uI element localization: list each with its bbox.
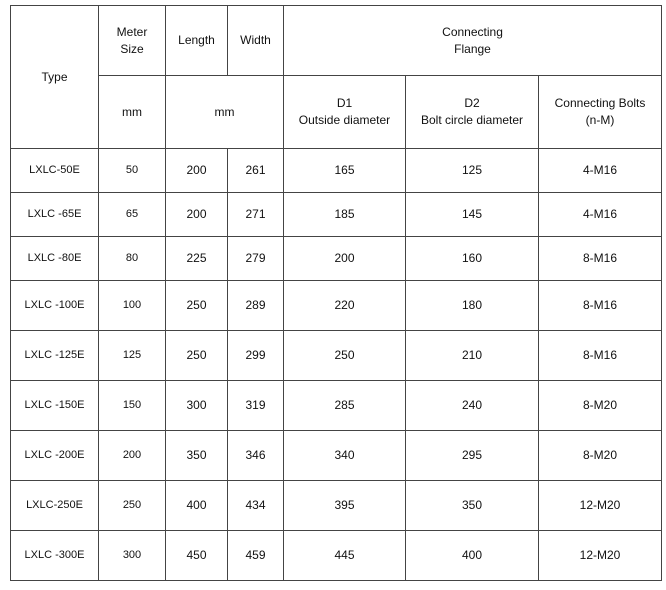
bolts-cell: 12-M20 [539, 531, 662, 581]
d1-cell: 165 [284, 149, 406, 193]
length-cell: 400 [166, 481, 228, 531]
length-cell: 250 [166, 331, 228, 381]
bolts-cell: 8-M16 [539, 237, 662, 281]
d1-cell: 395 [284, 481, 406, 531]
type-cell: LXLC-50E [11, 149, 99, 193]
type-cell: LXLC -150E [11, 381, 99, 431]
meter-size-unit: mm [99, 76, 166, 149]
length-cell: 200 [166, 149, 228, 193]
d1-cell: 220 [284, 281, 406, 331]
table-row [11, 381, 662, 431]
type-cell: LXLC -65E [11, 193, 99, 237]
header-row-1 [11, 6, 662, 76]
d1-header: D1 Outside diameter [284, 76, 406, 149]
type-cell: LXLC -200E [11, 431, 99, 481]
d1-cell: 200 [284, 237, 406, 281]
bolts-cell: 12-M20 [539, 481, 662, 531]
type-cell: LXLC -80E [11, 237, 99, 281]
table-row [11, 431, 662, 481]
length-width-unit: mm [166, 76, 284, 149]
table-row [11, 193, 662, 237]
d2-cell: 145 [406, 193, 539, 237]
table-row [11, 331, 662, 381]
bolts-cell: 4-M16 [539, 193, 662, 237]
table-row [11, 149, 662, 193]
width-cell: 261 [228, 149, 284, 193]
length-header: Length [166, 6, 228, 76]
meter-size-header: Meter Size [99, 6, 166, 76]
d2-cell: 210 [406, 331, 539, 381]
size-cell: 150 [99, 381, 166, 431]
size-cell: 80 [99, 237, 166, 281]
size-cell: 125 [99, 331, 166, 381]
d1-cell: 285 [284, 381, 406, 431]
width-cell: 279 [228, 237, 284, 281]
length-cell: 300 [166, 381, 228, 431]
d2-cell: 400 [406, 531, 539, 581]
size-cell: 65 [99, 193, 166, 237]
width-header: Width [228, 6, 284, 76]
width-cell: 299 [228, 331, 284, 381]
d1-cell: 445 [284, 531, 406, 581]
d2-cell: 125 [406, 149, 539, 193]
connecting-flange-header: Connecting Flange [284, 6, 662, 76]
bolts-cell: 8-M16 [539, 331, 662, 381]
table-row [11, 481, 662, 531]
bolts-cell: 8-M20 [539, 381, 662, 431]
size-cell: 100 [99, 281, 166, 331]
header-row-2 [11, 76, 662, 149]
d2-header: D2 Bolt circle diameter [406, 76, 539, 149]
length-cell: 450 [166, 531, 228, 581]
d1-cell: 250 [284, 331, 406, 381]
length-cell: 225 [166, 237, 228, 281]
type-cell: LXLC -100E [11, 281, 99, 331]
width-cell: 346 [228, 431, 284, 481]
bolts-cell: 8-M16 [539, 281, 662, 331]
connecting-bolts-header: Connecting Bolts (n-M) [539, 76, 662, 149]
specification-table [10, 5, 662, 581]
length-cell: 250 [166, 281, 228, 331]
size-cell: 250 [99, 481, 166, 531]
length-cell: 350 [166, 431, 228, 481]
size-cell: 300 [99, 531, 166, 581]
type-header: Type [11, 6, 99, 149]
width-cell: 271 [228, 193, 284, 237]
bolts-cell: 4-M16 [539, 149, 662, 193]
d1-cell: 185 [284, 193, 406, 237]
d1-cell: 340 [284, 431, 406, 481]
width-cell: 434 [228, 481, 284, 531]
type-cell: LXLC -300E [11, 531, 99, 581]
width-cell: 319 [228, 381, 284, 431]
d2-cell: 160 [406, 237, 539, 281]
type-cell: LXLC -125E [11, 331, 99, 381]
size-cell: 50 [99, 149, 166, 193]
d2-cell: 240 [406, 381, 539, 431]
d2-cell: 295 [406, 431, 539, 481]
width-cell: 289 [228, 281, 284, 331]
length-cell: 200 [166, 193, 228, 237]
size-cell: 200 [99, 431, 166, 481]
table-row [11, 281, 662, 331]
d2-cell: 180 [406, 281, 539, 331]
table-row [11, 531, 662, 581]
width-cell: 459 [228, 531, 284, 581]
bolts-cell: 8-M20 [539, 431, 662, 481]
table-row [11, 237, 662, 281]
d2-cell: 350 [406, 481, 539, 531]
type-cell: LXLC-250E [11, 481, 99, 531]
